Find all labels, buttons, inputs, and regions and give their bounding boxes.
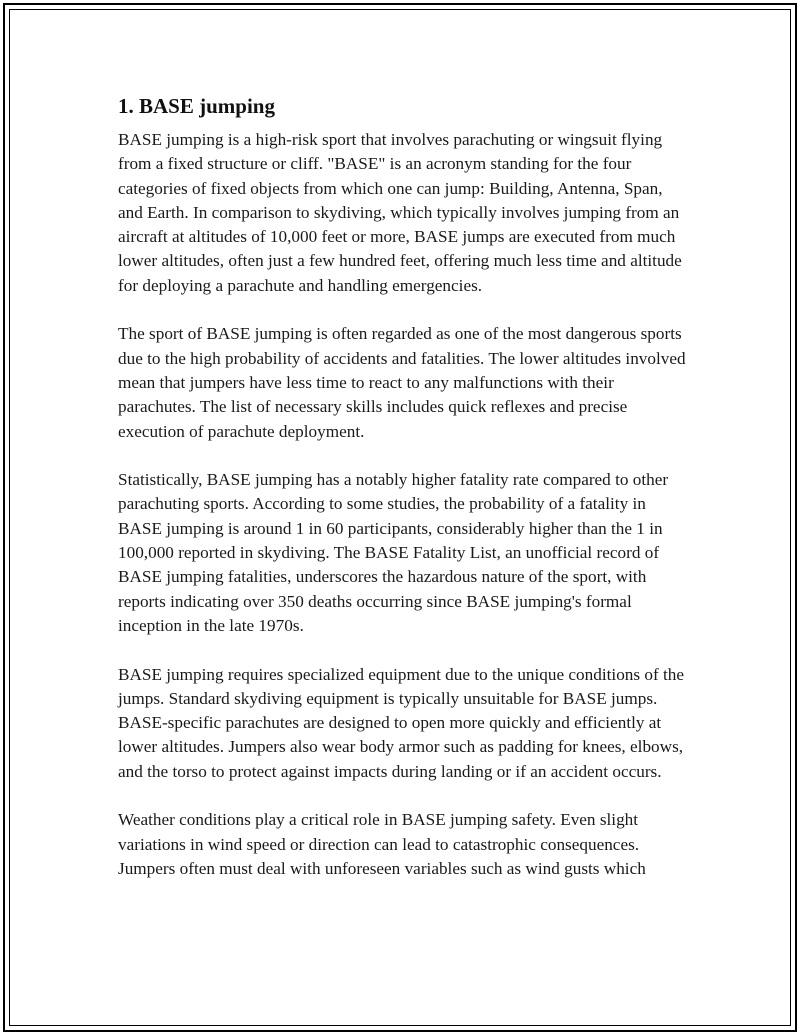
paragraph-weather: Weather conditions play a critical role in BASE jumping safety. Even slight variations in wind speed or direction can lead to catastrophic consequences. Jumpers often must deal with unforeseen variables such as wind gusts which [118, 810, 646, 878]
section-heading: 1. BASE jumping [118, 94, 275, 118]
paragraph-danger: The sport of BASE jumping is often regarded as one of the most dangerous sports due to the high probability of accidents and fatalities. The lower altitudes involved mean that jumpers have less time to react to any malfunctions with their parachutes. The list of necessary skills includes quick reflexes and precise execution of parachute deployment. [118, 324, 686, 441]
document-body [118, 92, 688, 906]
paragraph-intro: BASE jumping is a high-risk sport that involves parachuting or wingsuit flying from a fixed structure or cliff. "BASE" is an acronym standing for the four categories of fixed objects from which one can jump: Building, Antenna, Span, and Earth. In comparison to skydiving, which typically involves jumping from an aircraft at altitudes of 10,000 feet or more, BASE jumps are executed from much lower altitudes, often just a few hundred feet, offering much less time and altitude for deploying a parachute and handling emergencies. [118, 130, 682, 295]
paragraph-statistics: Statistically, BASE jumping has a notably higher fatality rate compared to other parachuting sports. According to some studies, the probability of a fatality in BASE jumping is around 1 in 60 participants, considerably higher than the 1 in 100,000 reported in skydiving. The BASE Fatality List, an unofficial record of BASE jumping fatalities, underscores the hazardous nature of the sport, with reports indicating over 350 deaths occurring since BASE jumping's formal inception in the late 1970s. [118, 470, 669, 635]
paragraph-equipment: BASE jumping requires specialized equipment due to the unique conditions of the jumps. Standard skydiving equipment is typically unsuitable for BASE jumps. BASE-specific parachutes are designed to open more quickly and efficiently at lower altitudes. Jumpers also wear body armor such as padding for knees, elbows, and the torso to protect against impacts during landing or if an accident occurs. [118, 664, 685, 781]
